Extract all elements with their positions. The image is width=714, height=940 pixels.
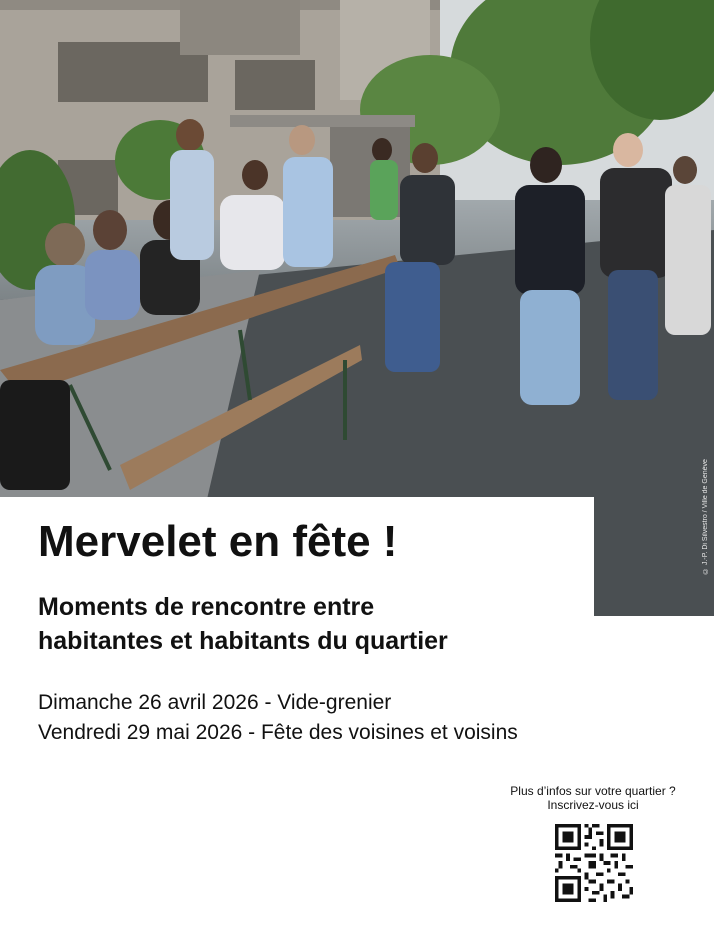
qr-code-icon[interactable] [555,824,633,902]
event-vide-grenier: Dimanche 26 avril 2026 - Vide-grenier [38,691,392,714]
event-list [38,688,518,748]
poster-title: Mervelet en fête ! [38,517,398,566]
subtitle-line-2: habitantes et habitants du quartier [38,627,448,655]
photo-credit: © J.-P. Di Silvestro / Ville de Genève [702,459,709,575]
subtitle-line-1: Moments de rencontre entre [38,593,375,621]
qr-caption-line-1: Plus d’infos sur votre quartier ? [510,784,676,798]
qr-caption [480,784,706,812]
poster-subtitle [38,590,448,658]
qr-caption-line-2: Inscrivez-vous ici [547,798,639,812]
event-fete-voisins: Vendredi 29 mai 2026 - Fête des voisines et voisins [38,721,518,744]
